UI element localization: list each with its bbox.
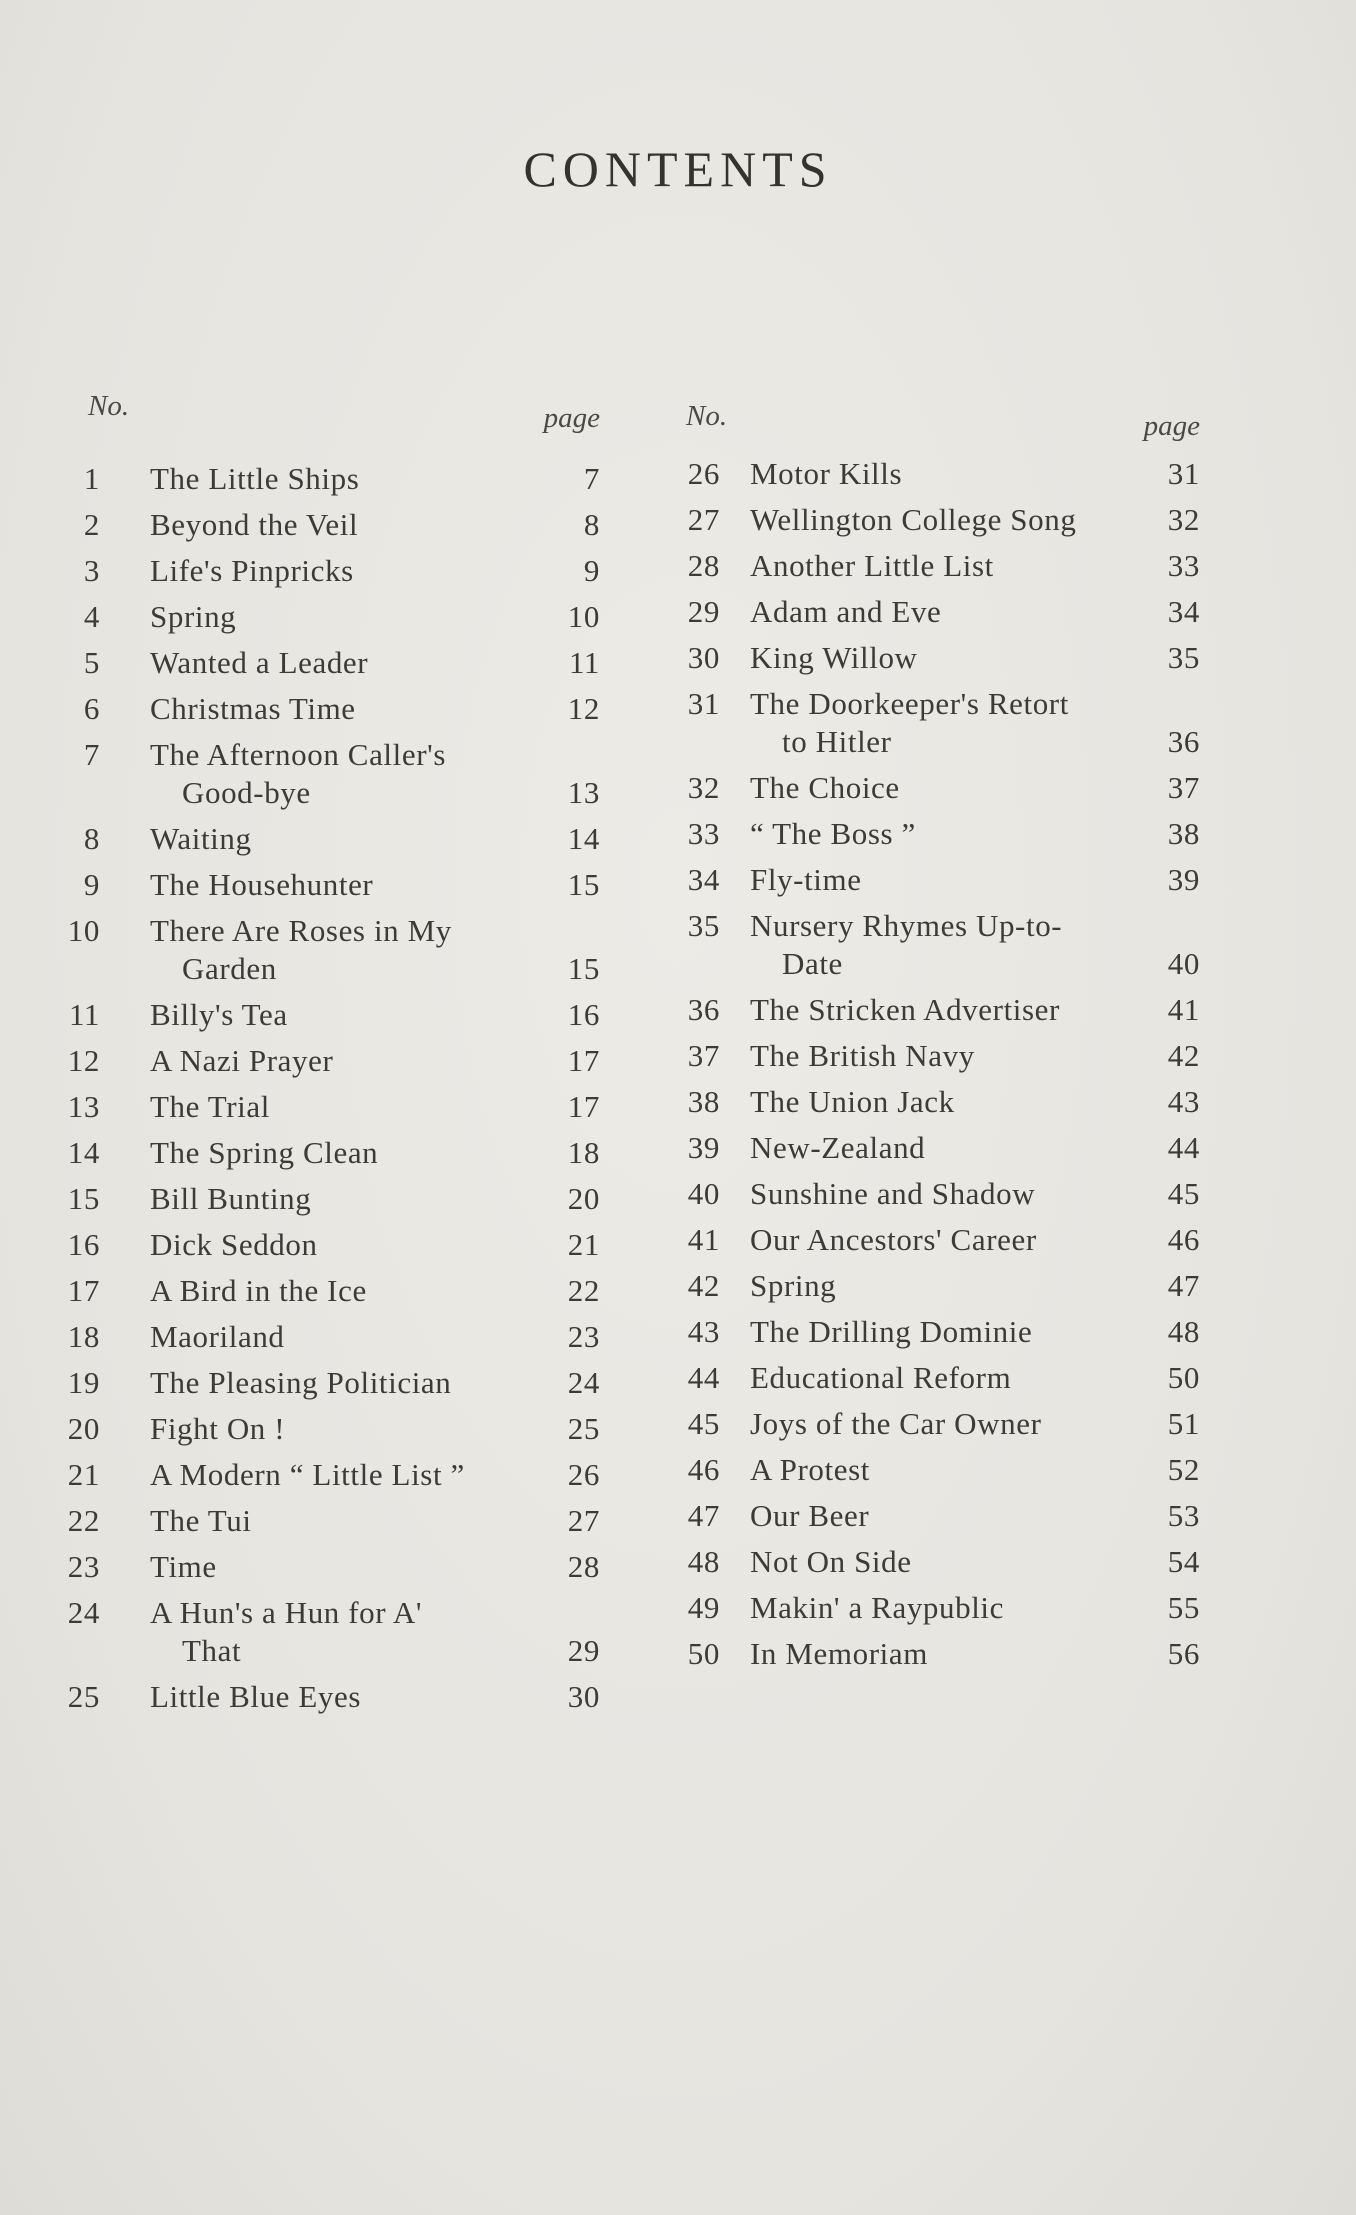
- entry-number: 32: [687, 770, 720, 805]
- entry-title: [150, 598, 530, 636]
- contents-entry: [67, 1678, 600, 1716]
- entry-title: [150, 866, 530, 904]
- entry-title: [750, 1497, 1130, 1535]
- entry-title-line: Fly-time: [750, 862, 862, 897]
- contents-entry: [67, 1042, 600, 1080]
- entry-title-line: The Tui: [150, 1503, 252, 1538]
- entry-title-line: The Drilling Dominie: [750, 1314, 1033, 1349]
- entry-number: 39: [687, 1130, 720, 1165]
- entry-title-line: There Are Roses in My: [150, 913, 452, 948]
- contents-entry: [67, 1318, 600, 1356]
- entry-number: 19: [67, 1365, 100, 1400]
- entry-title: [750, 1267, 1130, 1305]
- entry-page-number: 15: [567, 867, 600, 902]
- entry-title-line: The Union Jack: [750, 1084, 955, 1119]
- entry-page-number: 26: [567, 1457, 600, 1492]
- entry-page-number: 15: [567, 951, 600, 986]
- entry-title-line: Our Ancestors' Career: [750, 1222, 1037, 1257]
- entry-title: [150, 820, 530, 858]
- entry-page-number: 48: [1167, 1314, 1200, 1349]
- entry-title: [750, 1405, 1130, 1443]
- contents-entry: [680, 1221, 1200, 1259]
- entry-title: [150, 1594, 530, 1670]
- entry-page-number: 7: [583, 461, 600, 496]
- entry-title-line: Time: [150, 1549, 217, 1584]
- contents-entry: [680, 547, 1200, 585]
- entry-title: [150, 1318, 530, 1356]
- contents-entry: [680, 769, 1200, 807]
- entry-title: [750, 1129, 1130, 1167]
- contents-entry: [67, 1456, 600, 1494]
- column-header: [80, 390, 600, 460]
- entry-page-number: 43: [1167, 1084, 1200, 1119]
- entry-number: 16: [67, 1227, 100, 1262]
- entry-title: [150, 736, 530, 812]
- contents-entry: [680, 1543, 1200, 1581]
- entry-page-number: 39: [1167, 862, 1200, 897]
- entry-page-number: 13: [567, 775, 600, 810]
- entry-title: [150, 460, 530, 498]
- entry-page-number: 45: [1167, 1176, 1200, 1211]
- entry-number: 10: [67, 913, 100, 948]
- entry-page-number: 44: [1167, 1130, 1200, 1165]
- entry-title: [150, 1456, 530, 1494]
- entry-list: [67, 460, 600, 1716]
- entry-page-number: 17: [567, 1043, 600, 1078]
- entry-page-number: 31: [1167, 456, 1200, 491]
- entry-number: 7: [83, 737, 100, 772]
- entry-page-number: 51: [1167, 1406, 1200, 1441]
- entry-title-line: A Nazi Prayer: [150, 1043, 334, 1078]
- entry-number: 31: [687, 686, 720, 721]
- entry-title-line: In Memoriam: [750, 1636, 928, 1671]
- entry-page-number: 9: [583, 553, 600, 588]
- entry-number: 42: [687, 1268, 720, 1303]
- contents-entry: [67, 1088, 600, 1126]
- entry-number: 22: [67, 1503, 100, 1538]
- contents-entry: [67, 1502, 600, 1540]
- entry-number: 2: [83, 507, 100, 542]
- entry-number: 3: [83, 553, 100, 588]
- contents-entry: [67, 1364, 600, 1402]
- entry-number: 8: [83, 821, 100, 856]
- entry-page-number: 28: [567, 1549, 600, 1584]
- contents-entry: [80, 506, 600, 544]
- column-header: [680, 390, 1200, 460]
- entry-title-line: The British Navy: [750, 1038, 975, 1073]
- entry-page-number: 22: [567, 1273, 600, 1308]
- entry-title-line: King Willow: [750, 640, 918, 675]
- entry-number: 29: [687, 594, 720, 629]
- contents-entry: [67, 1134, 600, 1172]
- entry-page-number: 37: [1167, 770, 1200, 805]
- entry-title: [150, 506, 530, 544]
- entry-title-line: Maoriland: [150, 1319, 285, 1354]
- entry-number: 41: [687, 1222, 720, 1257]
- entry-number: 17: [67, 1273, 100, 1308]
- entry-title-line: The Househunter: [150, 867, 374, 902]
- entry-title-line: “ The Boss ”: [750, 816, 916, 851]
- entry-title: [750, 1451, 1130, 1489]
- entry-title-line: New-Zealand: [750, 1130, 926, 1165]
- entry-title-line: Motor Kills: [750, 456, 903, 491]
- contents-entry: [680, 639, 1200, 677]
- entry-title-line: Makin' a Raypublic: [750, 1590, 1005, 1625]
- entry-number: 11: [68, 997, 100, 1032]
- contents-entry: [67, 1180, 600, 1218]
- entry-page-number: 41: [1167, 992, 1200, 1027]
- entry-number: 38: [687, 1084, 720, 1119]
- entry-number: 30: [687, 640, 720, 675]
- entry-number: 44: [687, 1360, 720, 1395]
- entry-number: 37: [687, 1038, 720, 1073]
- contents-entry: [67, 912, 600, 988]
- entry-number: 9: [83, 867, 100, 902]
- entry-title-line: Sunshine and Shadow: [750, 1176, 1036, 1211]
- entry-title: [150, 1042, 530, 1080]
- contents-entry: [680, 685, 1200, 761]
- entry-title-line: Spring: [150, 599, 237, 634]
- entry-title-continuation: Garden: [182, 951, 277, 986]
- entry-page-number: 24: [567, 1365, 600, 1400]
- entry-page-number: 17: [567, 1089, 600, 1124]
- entry-title-line: Joys of the Car Owner: [750, 1406, 1042, 1441]
- entry-number: 27: [687, 502, 720, 537]
- entry-page-number: 32: [1167, 502, 1200, 537]
- entry-title-line: Educational Reform: [750, 1360, 1012, 1395]
- entry-title-line: The Afternoon Caller's: [150, 737, 446, 772]
- entry-title: [150, 912, 530, 988]
- entry-number: 15: [67, 1181, 100, 1216]
- entry-title: [750, 907, 1130, 983]
- entry-page-number: 12: [567, 691, 600, 726]
- entry-number: 36: [687, 992, 720, 1027]
- entry-title-line: Waiting: [150, 821, 252, 856]
- contents-entry: [680, 455, 1200, 493]
- entry-number: 48: [687, 1544, 720, 1579]
- entry-title: [750, 547, 1130, 585]
- entry-title-line: A Hun's a Hun for A': [150, 1595, 423, 1630]
- entry-title: [750, 1037, 1130, 1075]
- page-header: page: [1143, 410, 1200, 442]
- entry-page-number: 27: [567, 1503, 600, 1538]
- entry-title-line: The Doorkeeper's Retort: [750, 686, 1069, 721]
- entry-title-line: A Modern “ Little List ”: [150, 1457, 465, 1492]
- entry-title: [750, 1635, 1130, 1673]
- entry-page-number: 30: [567, 1679, 600, 1714]
- entry-page-number: 52: [1167, 1452, 1200, 1487]
- contents-entry: [80, 736, 600, 812]
- entry-title-continuation: Good-bye: [182, 775, 311, 810]
- entry-title-line: Billy's Tea: [150, 997, 288, 1032]
- contents-entry: [680, 1497, 1200, 1535]
- entry-page-number: 11: [568, 645, 600, 680]
- entry-page-number: 35: [1167, 640, 1200, 675]
- entry-title-line: Beyond the Veil: [150, 507, 359, 542]
- contents-entry: [80, 866, 600, 904]
- entry-title: [750, 1543, 1130, 1581]
- contents-entry: [680, 1267, 1200, 1305]
- entry-number: 28: [687, 548, 720, 583]
- contents-entry: [680, 1313, 1200, 1351]
- entry-title: [150, 1410, 530, 1448]
- entry-number: 18: [67, 1319, 100, 1354]
- contents-entry: [67, 1272, 600, 1310]
- entry-title: [150, 1180, 530, 1218]
- entry-title: [750, 1175, 1130, 1213]
- contents-entry: [680, 593, 1200, 631]
- entry-page-number: 47: [1167, 1268, 1200, 1303]
- contents-entry: [67, 1410, 600, 1448]
- entry-page-number: 23: [567, 1319, 600, 1354]
- entry-number: 23: [67, 1549, 100, 1584]
- entry-page-number: 56: [1167, 1636, 1200, 1671]
- entry-number: 43: [687, 1314, 720, 1349]
- contents-entry: [680, 1405, 1200, 1443]
- entry-page-number: 16: [567, 997, 600, 1032]
- entry-page-number: 25: [567, 1411, 600, 1446]
- entry-page-number: 54: [1167, 1544, 1200, 1579]
- contents-entry: [80, 460, 600, 498]
- entry-number: 24: [67, 1595, 100, 1630]
- entry-page-number: 34: [1167, 594, 1200, 629]
- entry-number: 1: [83, 461, 100, 496]
- entry-title: [750, 639, 1130, 677]
- entry-page-number: 29: [567, 1633, 600, 1668]
- entry-page-number: 14: [567, 821, 600, 856]
- entry-title: [150, 1502, 530, 1540]
- entry-title-line: The Pleasing Politician: [150, 1365, 452, 1400]
- entry-number: 50: [687, 1636, 720, 1671]
- entry-title: [150, 1272, 530, 1310]
- entry-page-number: 46: [1167, 1222, 1200, 1257]
- entry-number: 5: [83, 645, 100, 680]
- contents-entry: [80, 552, 600, 590]
- entry-page-number: 36: [1167, 724, 1200, 759]
- entry-title: [750, 991, 1130, 1029]
- entry-title-line: Dick Seddon: [150, 1227, 318, 1262]
- contents-entry: [80, 598, 600, 636]
- entry-title: [750, 1359, 1130, 1397]
- entry-number: 25: [67, 1679, 100, 1714]
- entry-title: [150, 690, 530, 728]
- entry-page-number: 40: [1167, 946, 1200, 981]
- entry-title: [150, 1134, 530, 1172]
- entry-title: [150, 996, 530, 1034]
- entry-title: [750, 769, 1130, 807]
- entry-title-line: Fight On !: [150, 1411, 286, 1446]
- entry-page-number: 38: [1167, 816, 1200, 851]
- entry-title-line: The Trial: [150, 1089, 270, 1124]
- entry-number: 14: [67, 1135, 100, 1170]
- entry-number: 13: [67, 1089, 100, 1124]
- entry-title-continuation: to Hitler: [782, 724, 892, 759]
- entry-title-line: A Protest: [750, 1452, 870, 1487]
- entry-number: 12: [67, 1043, 100, 1078]
- entry-title: [750, 593, 1130, 631]
- entry-number: 21: [67, 1457, 100, 1492]
- entry-title-line: Our Beer: [750, 1498, 870, 1533]
- contents-entry: [680, 991, 1200, 1029]
- entry-page-number: 18: [567, 1135, 600, 1170]
- entry-title-line: Adam and Eve: [750, 594, 942, 629]
- entry-number: 47: [687, 1498, 720, 1533]
- entry-title: [150, 552, 530, 590]
- entry-number: 33: [687, 816, 720, 851]
- contents-entry: [67, 1548, 600, 1586]
- entry-title: [150, 644, 530, 682]
- entry-number: 6: [83, 691, 100, 726]
- contents-entry: [680, 1635, 1200, 1673]
- entry-title: [750, 1221, 1130, 1259]
- entry-title-line: The Little Ships: [150, 461, 360, 496]
- contents-entry: [80, 690, 600, 728]
- entry-title: [750, 685, 1130, 761]
- contents-entry: [680, 501, 1200, 539]
- entry-title: [750, 455, 1130, 493]
- entry-title: [150, 1678, 530, 1716]
- number-header: No.: [686, 400, 728, 432]
- entry-page-number: 42: [1167, 1038, 1200, 1073]
- entry-title-line: Spring: [750, 1268, 837, 1303]
- entry-title-line: Life's Pinpricks: [150, 553, 354, 588]
- entry-page-number: 55: [1167, 1590, 1200, 1625]
- entry-title-line: Wellington College Song: [750, 502, 1077, 537]
- contents-entry: [680, 1037, 1200, 1075]
- contents-entry: [680, 1083, 1200, 1121]
- entry-number: 20: [67, 1411, 100, 1446]
- entry-title: [750, 501, 1130, 539]
- entry-title: [750, 861, 1130, 899]
- contents-entry: [680, 1589, 1200, 1627]
- entry-number: 4: [83, 599, 100, 634]
- entry-title-line: Nursery Rhymes Up-to-: [750, 908, 1063, 943]
- entry-number: 40: [687, 1176, 720, 1211]
- contents-entry: [680, 815, 1200, 853]
- entry-page-number: 21: [567, 1227, 600, 1262]
- entry-title-line: A Bird in the Ice: [150, 1273, 367, 1308]
- entry-number: 46: [687, 1452, 720, 1487]
- entry-number: 34: [687, 862, 720, 897]
- contents-entry: [680, 1129, 1200, 1167]
- entry-title: [750, 1313, 1130, 1351]
- entry-title-line: Christmas Time: [150, 691, 356, 726]
- page-title: CONTENTS: [523, 141, 833, 197]
- entry-number: 49: [687, 1590, 720, 1625]
- entry-page-number: 10: [567, 599, 600, 634]
- entry-title-line: The Spring Clean: [150, 1135, 379, 1170]
- contents-entry: [680, 1451, 1200, 1489]
- entry-number: 35: [687, 908, 720, 943]
- entry-page-number: 20: [567, 1181, 600, 1216]
- contents-entry: [68, 996, 600, 1034]
- entry-title-continuation: That: [182, 1633, 242, 1668]
- entry-title-line: The Stricken Advertiser: [750, 992, 1060, 1027]
- contents-entry: [680, 861, 1200, 899]
- contents-entry: [67, 1226, 600, 1264]
- entry-title: [150, 1226, 530, 1264]
- entry-title-line: Bill Bunting: [150, 1181, 312, 1216]
- entry-title: [750, 815, 1130, 853]
- contents-entry: [680, 907, 1200, 983]
- entry-title-line: Little Blue Eyes: [150, 1679, 362, 1714]
- contents-column-left: [67, 390, 600, 1724]
- entry-title: [150, 1088, 530, 1126]
- entry-number: 26: [687, 456, 720, 491]
- entry-title: [750, 1083, 1130, 1121]
- entry-title-line: Wanted a Leader: [150, 645, 369, 680]
- contents-column-right: [680, 390, 1200, 1681]
- entry-title: [150, 1548, 530, 1586]
- entry-title-line: The Choice: [750, 770, 900, 805]
- entry-title: [750, 1589, 1130, 1627]
- entry-list: [680, 455, 1200, 1673]
- contents-entry: [680, 1359, 1200, 1397]
- contents-entry: [80, 820, 600, 858]
- page-header: page: [543, 402, 600, 434]
- number-header: No.: [88, 390, 130, 422]
- contents-entry: [80, 644, 600, 682]
- entry-title: [150, 1364, 530, 1402]
- entry-title-line: Not On Side: [750, 1544, 912, 1579]
- entry-title-line: Another Little List: [750, 548, 994, 583]
- entry-page-number: 33: [1167, 548, 1200, 583]
- entry-page-number: 50: [1167, 1360, 1200, 1395]
- entry-number: 45: [687, 1406, 720, 1441]
- contents-entry: [680, 1175, 1200, 1213]
- entry-title-continuation: Date: [782, 946, 843, 981]
- entry-page-number: 53: [1167, 1498, 1200, 1533]
- entry-page-number: 8: [583, 507, 600, 542]
- contents-entry: [67, 1594, 600, 1670]
